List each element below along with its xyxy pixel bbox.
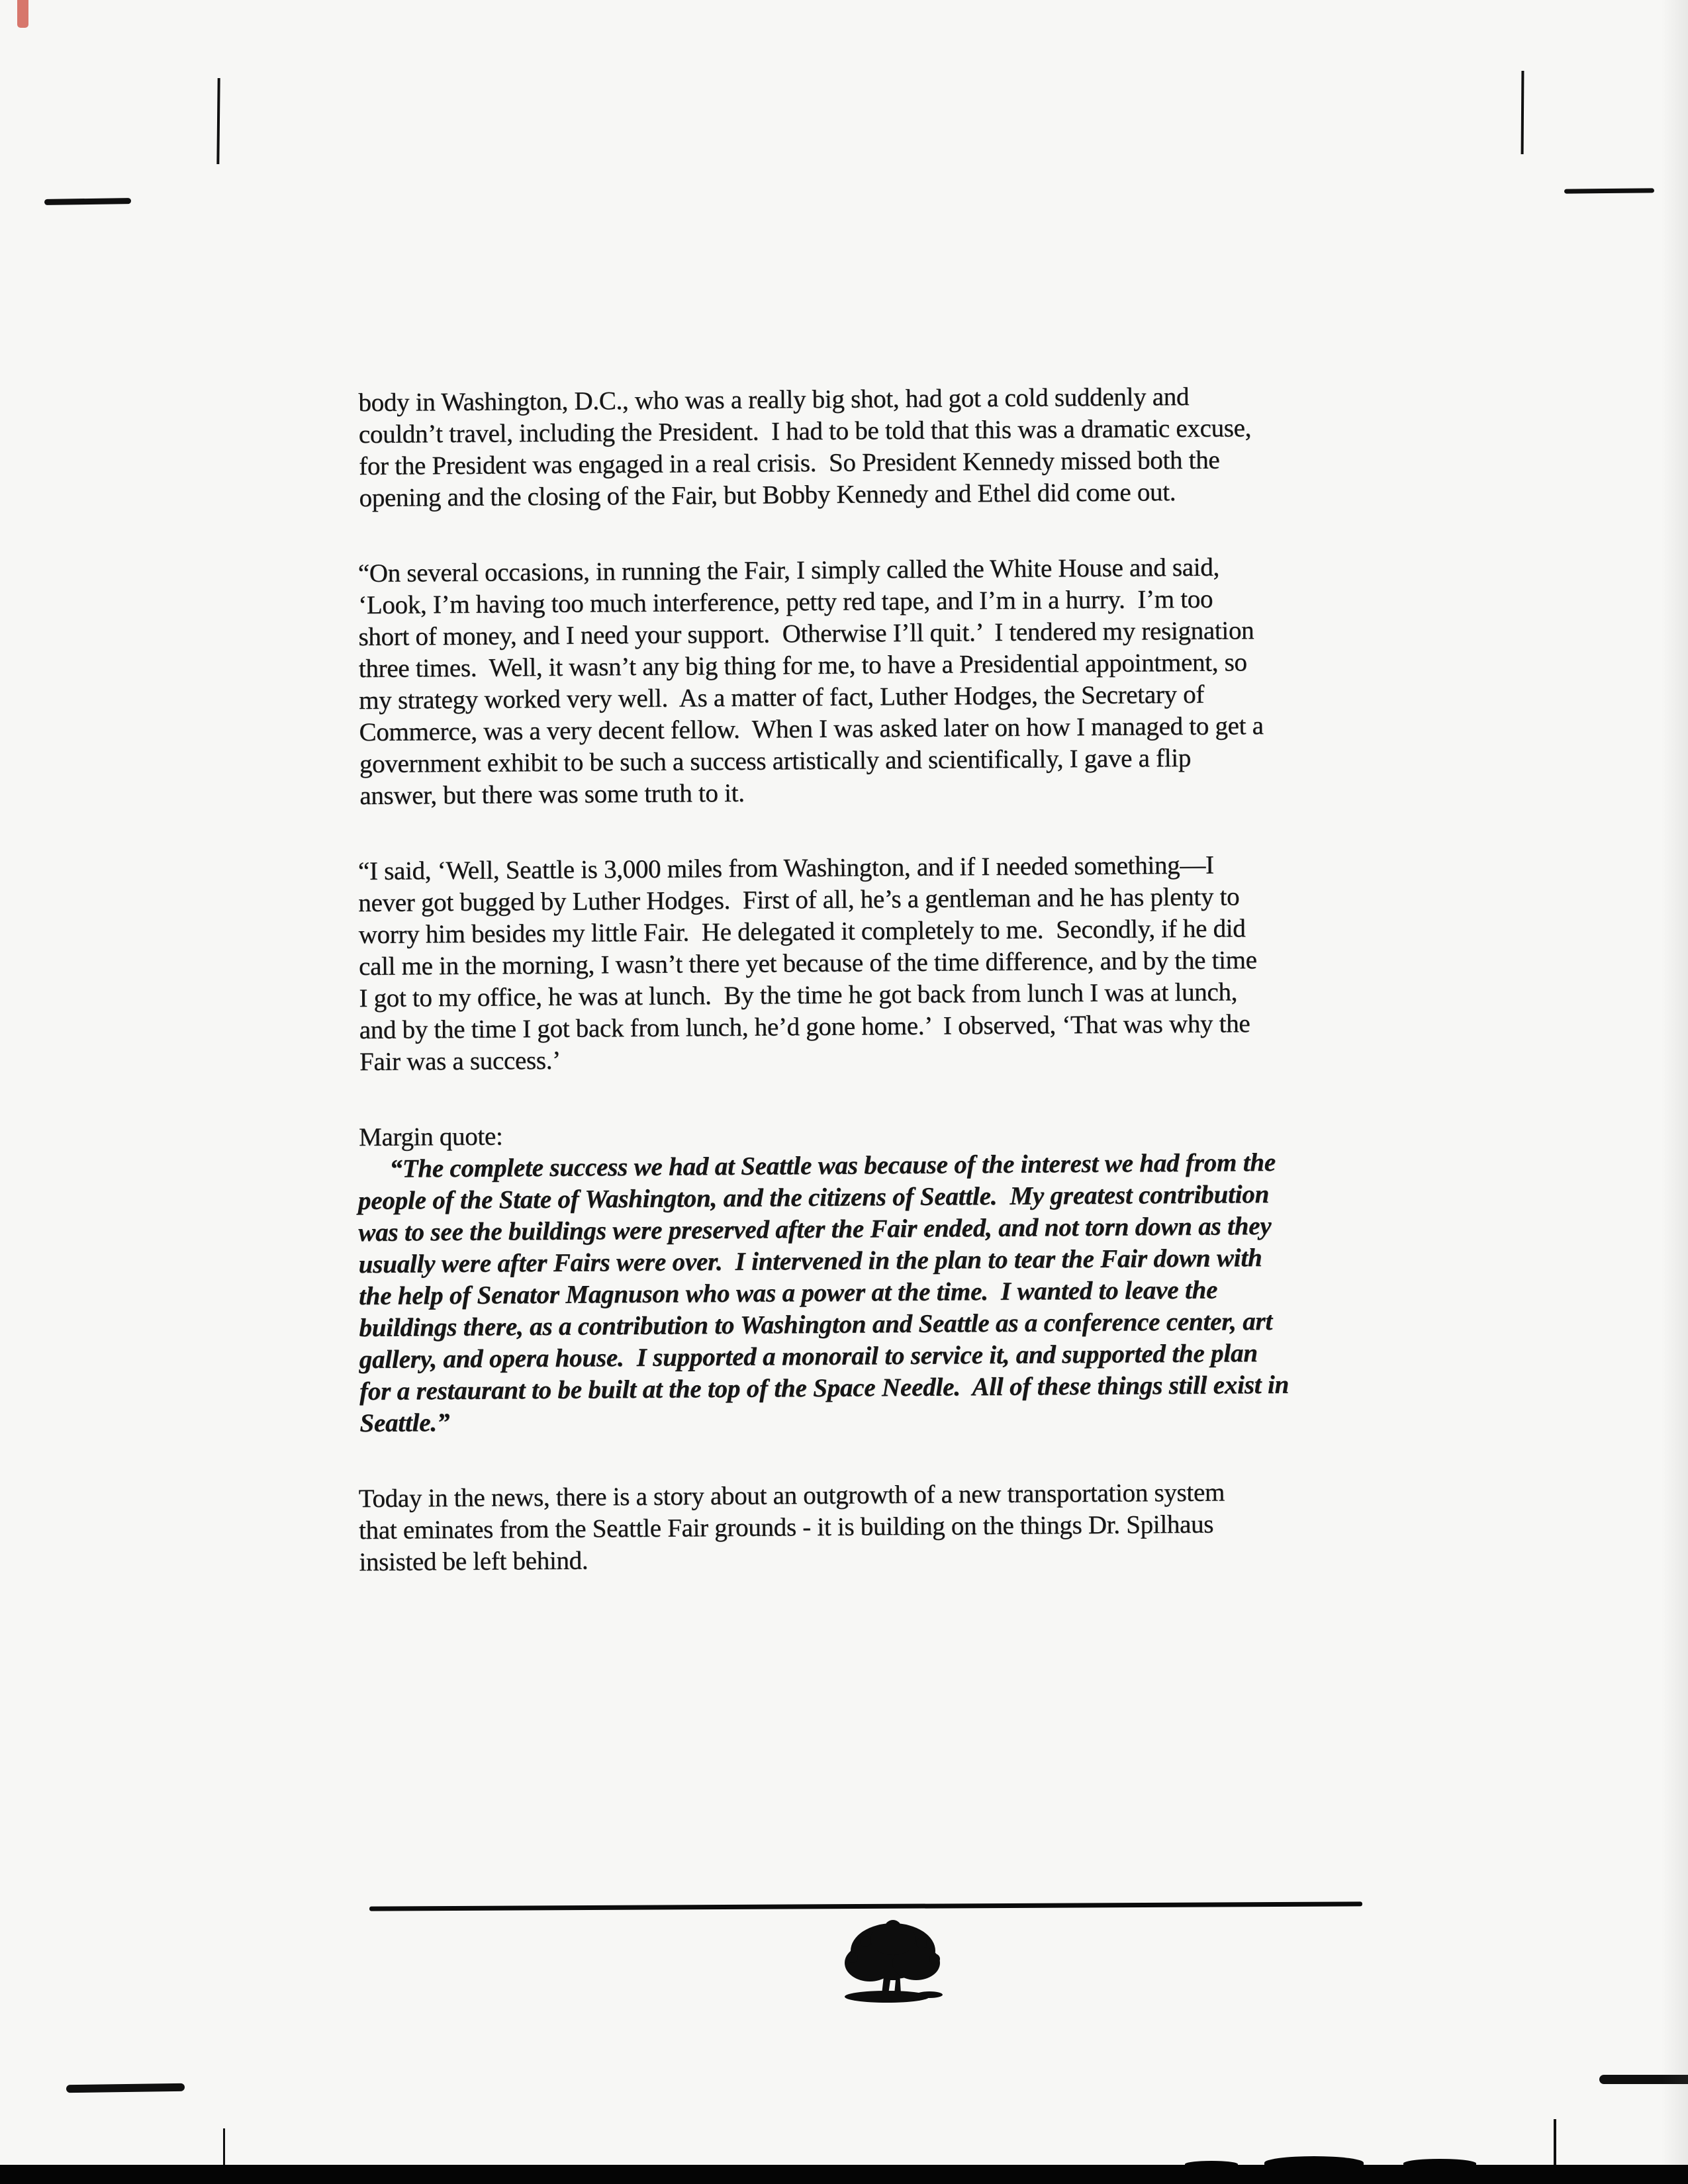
- scan-bottom-strip: [0, 2165, 1688, 2184]
- crop-mark-top-left-dash: [44, 198, 131, 205]
- footer-rule: [369, 1901, 1362, 1911]
- paragraph-kennedy-visit: body in Washington, D.C., who was a really big shot, had got a cold suddenly and couldn’t travel, including the President. I had to be told that this was a dramatic excuse, for the President was engaged in a real crisis. So President Kennedy missed both the opening and the closing of the Fair, but Bobby Kennedy and Ethel did come out.: [358, 382, 1252, 512]
- tree-logo: [829, 1919, 961, 2007]
- crop-mark-bottom-left-dash: [66, 2083, 185, 2093]
- document-text: [357, 382, 1411, 1578]
- paragraph-luther-hodges: “I said, ‘Well, Seattle is 3,000 miles from Washington, and if I needed something—I never got bugged by Luther Hodges. First of all, he’s a gentleman and he has plenty to worry him besides my little Fair. He delegated it completely to me. Secondly, if he did call me in the morning, I wasn’t there yet because of the time difference, and by the time I got to my office, he was at lunch. By the time he got back from lunch I was at lunch, and by the time I got back from lunch, he’d gone home.’ I observed, ‘That was why the Fair was a success.’: [357, 850, 1257, 1076]
- crop-mark-top-left-vertical: [216, 78, 220, 164]
- paragraph-white-house-calls: “On several occasions, in running the Fair, I simply called the White House and said, ‘Look, I’m having too much interference, petty red tape, and I’m in a hurry. I’m too short of money, and I need your support. Otherwise I’ll quit.’ I tendered my resignation three times. Well, it wasn’t any big thing for me, to have a Presidential appointment, so my strategy worked very well. As a matter of fact, Luther Hodges, the Secretary of Commerce, was a very decent fellow. When I was asked later on how I managed to get a government exhibit to be such a success artistically and scientifically, I gave a flip answer, but there was some truth to it.: [357, 553, 1264, 810]
- margin-quote-label: Margin quote:: [358, 1122, 503, 1152]
- margin-quote-text: “The complete success we had at Seattle was because of the interest we had from the people of the State of Washington, and the citizens of Seattle. My greatest contribution was to see the buildings were preserved after the Fair ended, and not torn down as they usually were after Fairs were over. I intervened in the plan to tear the Fair down with the help of Senator Magnuson who was a power at the time. I wanted to leave the buildings there, as a contribution to Washington and Seattle as a conference center, art gallery, and opera house. I supported a monorail to service it, and supported the plan for a restaurant to be built at the top of the Space Needle. All of these things still exist in Seattle.”: [357, 1148, 1289, 1437]
- red-scan-mark: [17, 0, 28, 28]
- paragraph-today-news: Today in the news, there is a story about an outgrowth of a new transportation system that eminates from the Seattle Fair grounds - it is building on the things Dr. Spilhaus insisted be left behind.: [358, 1478, 1225, 1576]
- crop-mark-bottom-right-vertical: [1554, 2119, 1556, 2169]
- crop-mark-top-right-dash: [1564, 188, 1654, 193]
- crop-mark-bottom-left-vertical: [223, 2128, 225, 2167]
- paper-edge-shadow: [1662, 0, 1688, 2184]
- crop-mark-top-right-vertical: [1521, 71, 1524, 154]
